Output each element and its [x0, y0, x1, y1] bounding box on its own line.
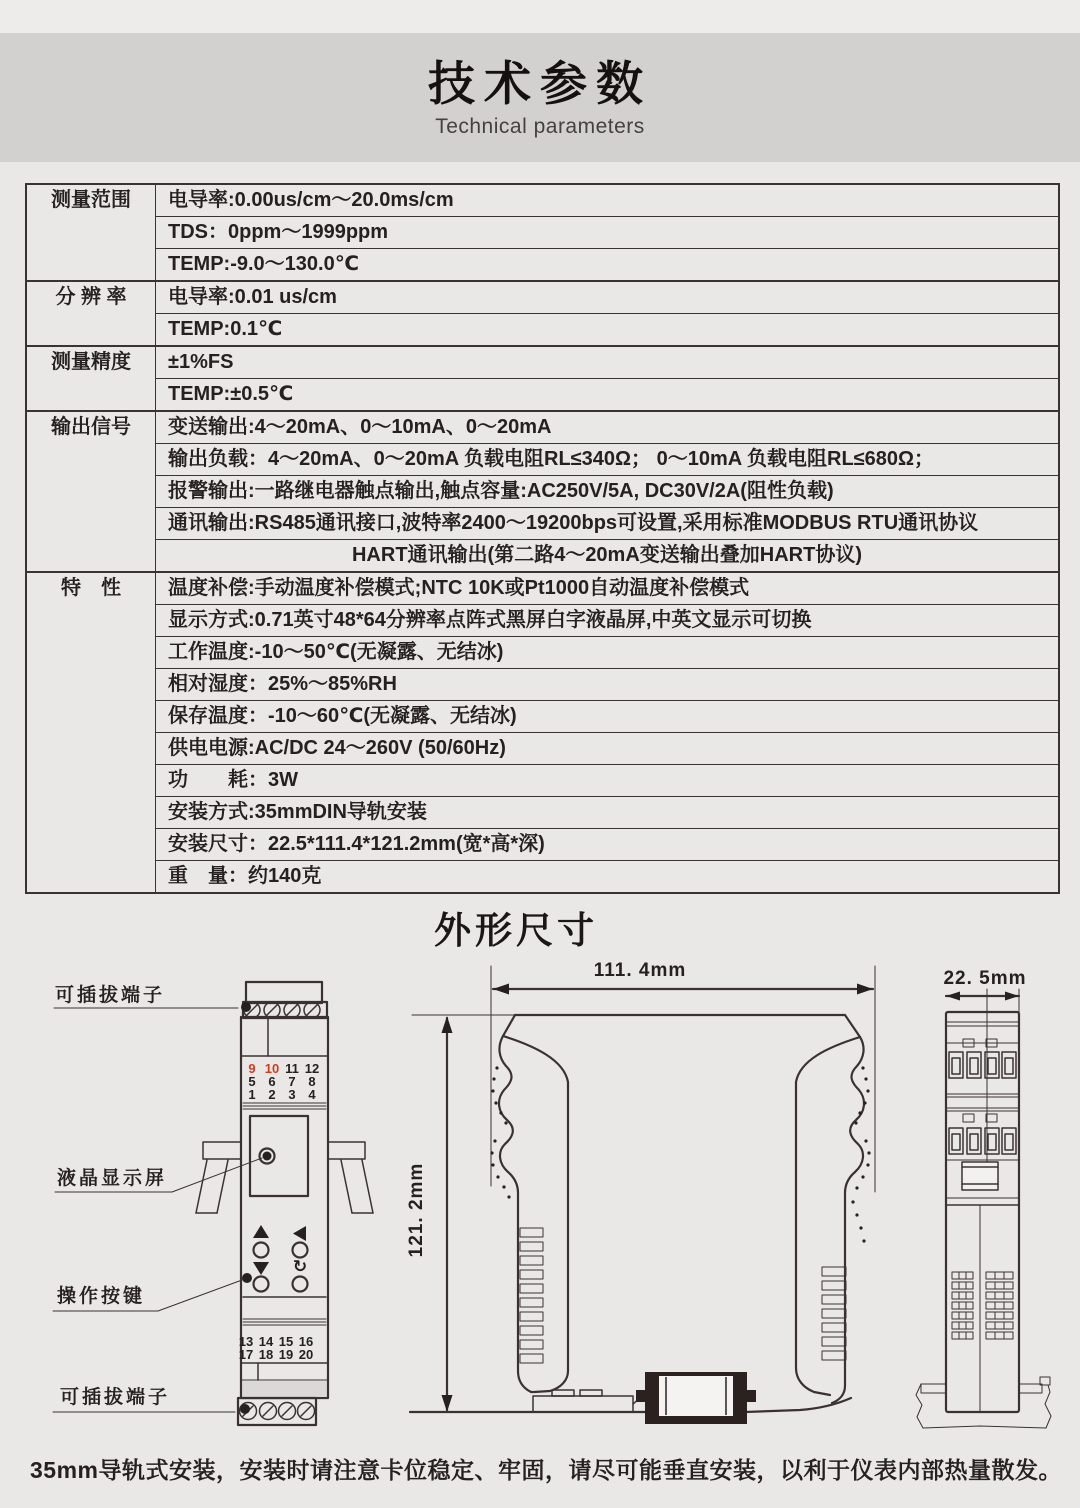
svg-text:5: 5 — [248, 1074, 256, 1089]
svg-text:17: 17 — [238, 1347, 254, 1362]
top-strip — [0, 0, 1080, 33]
terminal-numbers-top — [248, 1061, 319, 1102]
svg-text:9: 9 — [248, 1061, 256, 1076]
vent-slots-right — [822, 1267, 846, 1360]
svg-text:13: 13 — [238, 1334, 254, 1349]
mount-foot — [533, 1390, 647, 1412]
spec-value: 保存温度：-10～60℃(无凝露、无结冰) — [156, 701, 1060, 733]
spec-value: 工作温度:-10～50℃(无凝露、无结冰) — [156, 637, 1060, 669]
vent-grid-left — [952, 1272, 973, 1339]
table-row — [26, 444, 1059, 476]
svg-text:14: 14 — [258, 1334, 274, 1349]
spec-value: TEMP:0.1℃ — [156, 314, 1060, 347]
svg-text:19: 19 — [278, 1347, 294, 1362]
svg-text:11: 11 — [285, 1061, 299, 1076]
table-row — [26, 249, 1059, 282]
side-view — [406, 960, 875, 1424]
header — [0, 33, 1080, 162]
table-row — [26, 669, 1059, 701]
enter-button — [293, 1277, 308, 1292]
row-group-label: 特 性 — [26, 572, 156, 893]
table-row — [26, 861, 1059, 894]
dimensions-title: 外形尺寸 — [434, 910, 598, 951]
table-row — [26, 765, 1059, 797]
spec-value: 相对湿度：25%～85%RH — [156, 669, 1060, 701]
spec-value: TEMP:±0.5℃ — [156, 379, 1060, 412]
table-row — [26, 797, 1059, 829]
vent-slots-left — [520, 1228, 543, 1363]
table-row — [26, 701, 1059, 733]
operation-buttons — [242, 1225, 308, 1292]
left-arrow-icon — [293, 1226, 306, 1241]
spec-table — [25, 183, 1060, 894]
table-row — [26, 733, 1059, 765]
din-rail-top-view — [916, 1377, 1051, 1428]
svg-text:18: 18 — [258, 1347, 274, 1362]
spec-value: 显示方式:0.71英寸48*64分辨率点阵式黑屏白字液晶屏,中英文显示可切换 — [156, 605, 1060, 637]
table-row — [26, 281, 1059, 314]
din-rail-front — [196, 1142, 373, 1213]
row-group-label: 测量范围 — [26, 184, 156, 281]
spec-value: 变送输出:4～20mA、0～10mA、0～20mA — [156, 411, 1060, 444]
table-row — [26, 540, 1059, 573]
table-row — [26, 217, 1059, 249]
svg-text:20: 20 — [298, 1347, 314, 1362]
table-row — [26, 637, 1059, 669]
spec-value: 通讯输出:RS485通讯接口,波特率2400～19200bps可设置,采用标准MODBUS RTU通讯协议 — [156, 508, 1060, 540]
svg-text:12: 12 — [304, 1061, 320, 1076]
up-arrow-icon — [253, 1225, 269, 1238]
table-row — [26, 184, 1059, 217]
spec-value: 电导率:0.00us/cm～20.0ms/cm — [156, 184, 1060, 217]
lcd-screen — [250, 1116, 308, 1196]
page-title: 技术参数 — [428, 57, 652, 110]
row-group-label: 测量精度 — [26, 346, 156, 411]
depth-dimension: 22. 5mm — [943, 968, 1027, 989]
spec-value: 功 耗：3W — [156, 765, 1060, 797]
top-view — [916, 968, 1051, 1428]
svg-text:1: 1 — [248, 1087, 256, 1102]
spec-value: 电导率:0.01 us/cm — [156, 281, 1060, 314]
label-terminal-bottom: 可插拔端子 — [60, 1387, 171, 1408]
height-dimension: 121. 2mm — [406, 1162, 427, 1258]
left-button — [293, 1243, 308, 1258]
table-row — [26, 508, 1059, 540]
table-row — [26, 605, 1059, 637]
spec-value: 安装尺寸：22.5*111.4*121.2mm(宽*高*深) — [156, 829, 1060, 861]
spec-value: HART通讯输出(第二路4～20mA变送输出叠加HART协议) — [156, 540, 1060, 573]
spec-value: 安装方式:35mmDIN导轨安装 — [156, 797, 1060, 829]
svg-text:3: 3 — [288, 1087, 296, 1102]
row-group-label: 分 辨 率 — [26, 281, 156, 346]
table-row — [26, 476, 1059, 508]
label-terminal-top: 可插拔端子 — [55, 985, 166, 1006]
spec-value: 温度补偿:手动温度补偿模式;NTC 10K或Pt1000自动温度补偿模式 — [156, 572, 1060, 605]
spec-value: ±1%FS — [156, 346, 1060, 379]
spec-value: 重 量：约140克 — [156, 861, 1060, 894]
label-buttons: 操作按键 — [57, 1286, 146, 1307]
svg-text:16: 16 — [298, 1334, 314, 1349]
din-clip — [636, 1372, 756, 1424]
install-note: 35mm导轨式安装，安装时请注意卡位稳定、牢固，请尽可能垂直安装，以利于仪表内部热量散发。 — [30, 1457, 1062, 1483]
down-button — [254, 1277, 269, 1292]
svg-text:15: 15 — [278, 1334, 294, 1349]
bottom-terminal — [238, 1398, 316, 1425]
callout-labels — [53, 983, 262, 1412]
latch — [962, 1162, 998, 1190]
table-row — [26, 314, 1059, 347]
svg-text:4: 4 — [308, 1087, 316, 1102]
table-row — [26, 379, 1059, 412]
table-row — [26, 572, 1059, 605]
page-subtitle: Technical parameters — [435, 115, 645, 138]
dotted-accents — [490, 1066, 870, 1242]
spec-table-body — [26, 184, 1059, 893]
top-screw-row-1 — [949, 1052, 1016, 1078]
up-button — [254, 1243, 269, 1258]
dimension-drawing — [0, 948, 1080, 1442]
front-view — [196, 982, 373, 1425]
table-row — [26, 346, 1059, 379]
label-lcd: 液晶显示屏 — [57, 1168, 168, 1189]
table-row — [26, 829, 1059, 861]
svg-text:2: 2 — [268, 1087, 276, 1102]
width-dimension: 111. 4mm — [593, 960, 687, 981]
spec-value: TEMP:-9.0～130.0℃ — [156, 249, 1060, 282]
enter-rotate-icon: ↻ — [292, 1257, 308, 1277]
svg-text:8: 8 — [308, 1074, 316, 1089]
down-arrow-icon — [253, 1262, 269, 1275]
svg-text:10: 10 — [264, 1061, 280, 1076]
svg-text:6: 6 — [268, 1074, 276, 1089]
top-screw-row-2 — [949, 1128, 1016, 1154]
terminal-numbers-bottom — [239, 1334, 313, 1362]
spec-value: 供电电源:AC/DC 24～260V (50/60Hz) — [156, 733, 1060, 765]
spec-value: 输出负载：4～20mA、0～20mA 负载电阻RL≤340Ω； 0～10mA 负载电阻RL≤680Ω； — [156, 444, 1060, 476]
svg-text:7: 7 — [288, 1074, 296, 1089]
spec-value: TDS：0ppm～1999ppm — [156, 217, 1060, 249]
table-row — [26, 411, 1059, 444]
spec-value: 报警输出:一路继电器触点输出,触点容量:AC250V/5A, DC30V/2A(阻性负载) — [156, 476, 1060, 508]
top-terminal — [241, 982, 327, 1018]
vent-grid-right — [986, 1272, 1013, 1339]
row-group-label: 输出信号 — [26, 411, 156, 572]
